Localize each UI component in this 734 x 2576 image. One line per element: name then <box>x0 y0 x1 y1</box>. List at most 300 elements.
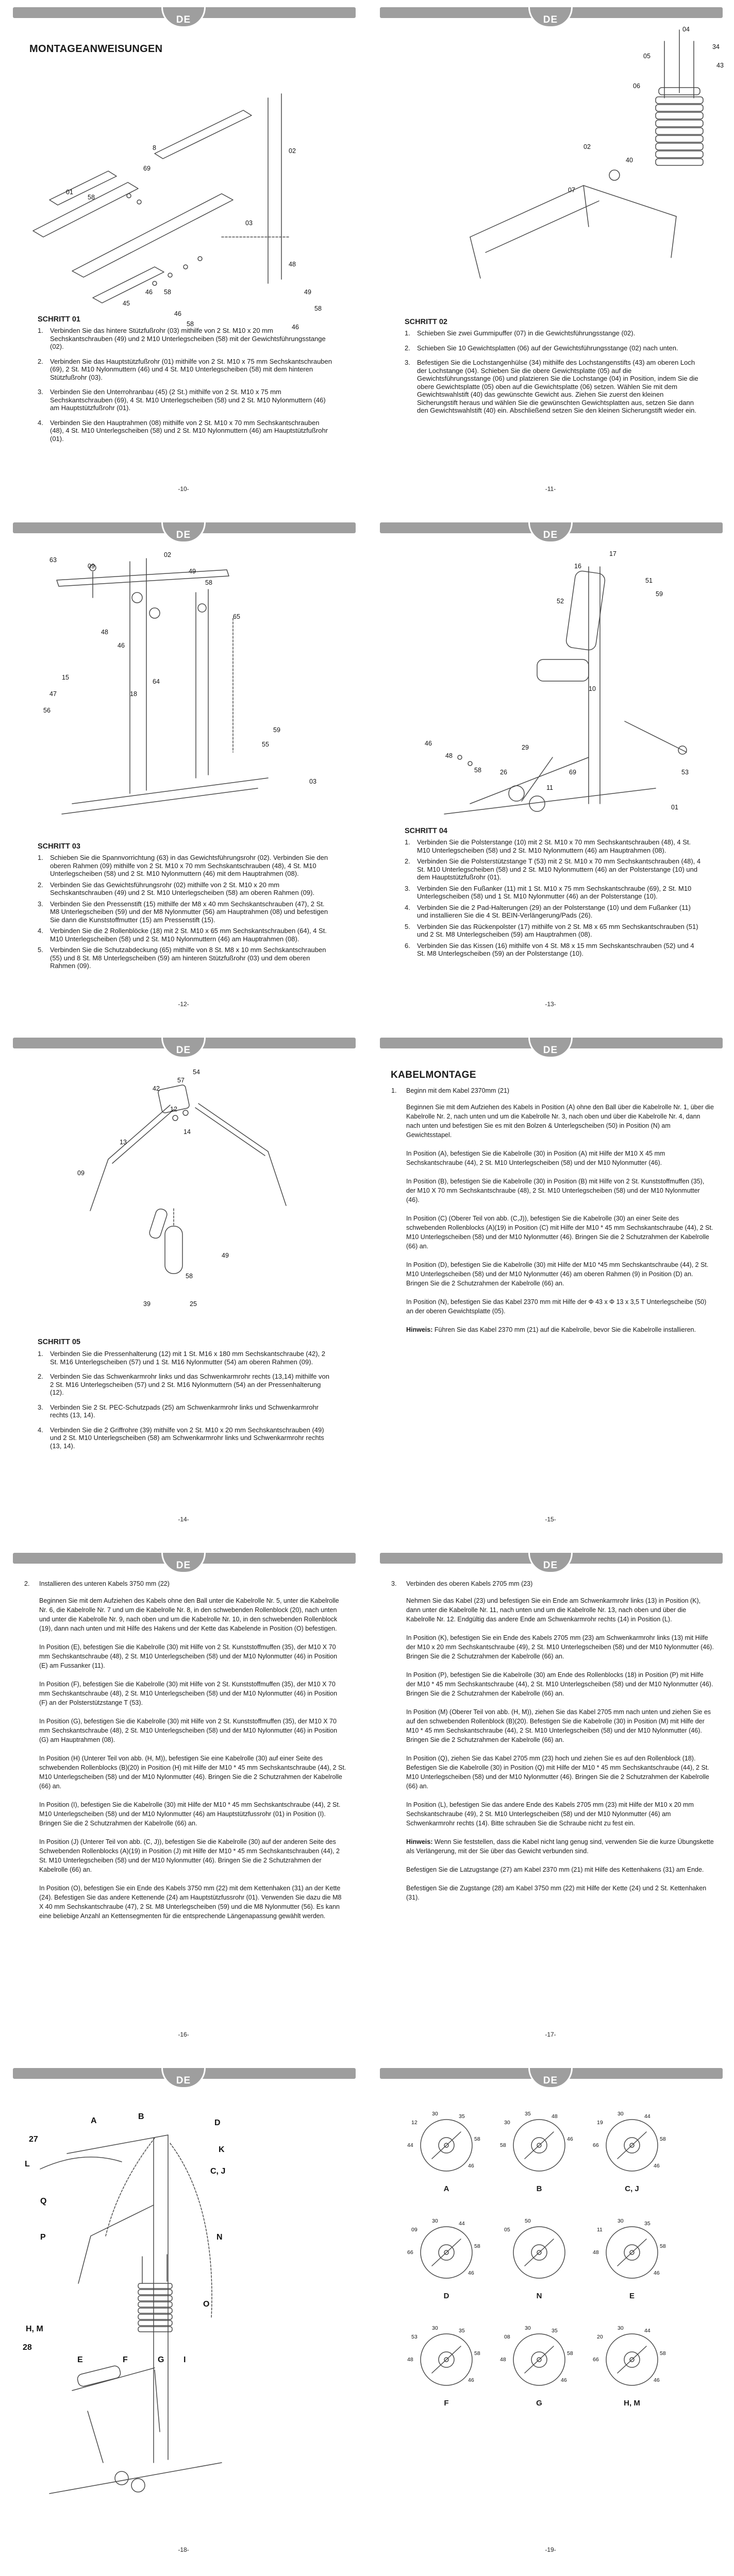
paragraph-text: Wenn Sie feststellen, dass die Kabel nicht lang genug sind, verwenden Sie die kurze Übungskette als Verlängerung, mit der Sie über das Gewicht verbunden sind. <box>406 1838 714 1855</box>
part-callout: 46 <box>468 2163 474 2169</box>
cable-step-lead <box>391 1580 712 1587</box>
item-text: Verbinden Sie 2 St. PEC-Schutzpads (25) am Schwenkarmrohr links und Schwenkarmrohr rechts (13, 14). <box>50 1403 319 1419</box>
instruction-item <box>38 327 335 351</box>
cable-paragraph <box>39 1884 347 1921</box>
language-tab <box>161 2068 206 2089</box>
item-number: 4. <box>38 927 43 935</box>
part-callout: 02 <box>583 143 591 150</box>
cable-paragraphs <box>39 1596 347 1930</box>
position-callout: B <box>138 2112 144 2121</box>
page-title: MONTAGEANWEISUNGEN <box>29 43 163 55</box>
part-callout: 58 <box>187 320 194 328</box>
step-heading: SCHRITT 04 <box>405 827 447 835</box>
position-callout: P <box>40 2233 46 2242</box>
part-callout: 35 <box>552 2328 558 2334</box>
instruction-item <box>38 1372 335 1397</box>
cable-paragraph <box>406 1800 714 1828</box>
part-callout: 49 <box>222 1252 229 1259</box>
item-number: 4. <box>405 903 410 911</box>
item-text: Verbinden Sie das Rückenpolster (17) mithilfe von 2 St. M8 x 65 mm Sechskantschrauben (51) und 2 St. M8 Unterlegscheiben (59) am Hauptrahmen (08). <box>417 922 698 938</box>
pulley-detail <box>493 2215 586 2323</box>
part-callout: 66 <box>407 2249 413 2256</box>
instruction-item <box>38 881 335 897</box>
part-callout: 58 <box>660 2243 666 2249</box>
position-callout: C, J <box>210 2167 226 2176</box>
cable-paragraph <box>406 1103 714 1140</box>
paragraph-text: Beginnen Sie mit dem Aufziehen des Kabels in Position (A) ohne den Ball über die Kabelrolle Nr. 1, über die Kabelrolle Nr. 2, nach unten und um die Kabelrolle Nr. 3, nach oben und über die Kabelrolle Nr. 4, dann nach unten und befestigen Sie es mit den Bolzen & Unterlegscheiben (50) in Position (N) am Gewichtsstapel. <box>406 1104 714 1139</box>
part-callout: 18 <box>130 690 137 698</box>
pulley-detail-drawing <box>605 2333 659 2386</box>
part-callout: 25 <box>190 1300 197 1308</box>
paragraph-text: Befestigen Sie die Zugstange (28) am Kabel 3750 mm (22) mit Hilfe der Kette (24) und 2 St. Kettenhaken (31). <box>406 1885 707 1901</box>
detail-circle <box>407 2111 480 2172</box>
part-callout: 46 <box>292 324 299 331</box>
detail-circle <box>593 2111 666 2172</box>
part-callout: 49 <box>189 568 196 575</box>
cable-paragraphs <box>406 1103 714 1344</box>
part-callouts <box>367 21 734 309</box>
position-callout: N <box>216 2233 223 2242</box>
language-label: DE <box>176 1045 191 1056</box>
item-number: 5. <box>405 922 410 930</box>
assembly-diagram-weight-stack <box>367 21 734 309</box>
part-callout: 29 <box>522 744 529 751</box>
part-callout: 46 <box>468 2377 474 2383</box>
part-callout: 46 <box>174 310 181 317</box>
part-callout: 53 <box>411 2334 418 2340</box>
item-text: Verbinden Sie die 2 Rollenblöcke (18) mit 2 St. M10 x 65 mm Sechskantschrauben (64), 4 St. M10 Unterlegscheiben (58) und 2 St. M10 Nylonmuttern (46) am Hauptrahmen (08). <box>50 927 327 943</box>
pulley-detail-drawing <box>420 2119 473 2172</box>
cable-paragraph <box>406 1325 714 1334</box>
detail-label: E <box>629 2292 635 2300</box>
pulley-detail-drawing <box>512 2226 566 2279</box>
instruction-item <box>38 419 335 443</box>
part-callout: 05 <box>643 53 650 60</box>
part-callout: 46 <box>468 2270 474 2276</box>
page-number: -16- <box>178 2031 189 2038</box>
part-callout: 48 <box>445 752 453 759</box>
pulley-detail-drawing <box>512 2333 566 2386</box>
part-callout: 55 <box>262 741 269 748</box>
part-callout: 48 <box>552 2113 558 2120</box>
cable-paragraph <box>39 1837 347 1874</box>
item-number: 3. <box>405 884 410 892</box>
paragraph-text: In Position (J) (Unterer Teil von abb. (C, J)), befestigen Sie die Kabelrolle (30) auf der anderen Seite des Schwebenden Rollenblocks (A)(19) in Position (J) mit Hilfe der M10 * 45 mm Sechskantschrauben (44), 2 St. M10 Unterlegscheiben (58) und der M10 Nylonmutter (46). Bringen Sie die 2 Schutzrahmen der Kabelrolle (66) an. <box>39 1838 340 1873</box>
part-callout: 30 <box>525 2325 531 2331</box>
part-callout: 09 <box>411 2227 418 2233</box>
position-callout: E <box>77 2355 83 2364</box>
page-15 <box>367 1030 734 1546</box>
paragraph-text: In Position (E), befestigen Sie die Kabelrolle (30) mit Hilfe von 2 St. Kunststoffmuffen (35), der M10 X 70 mm Sechskantschraube (48), 2 St. M10 Unterlegscheiben (58) und der M10 Nylonmutter (46) in Position (E) am Fussanker (11). <box>39 1643 338 1669</box>
pulley-detail <box>493 2323 586 2430</box>
pulley-detail <box>400 2215 493 2323</box>
instruction-item <box>405 838 702 854</box>
cable-paragraph <box>406 1596 714 1624</box>
page-19 <box>367 2061 734 2576</box>
language-label: DE <box>543 2075 558 2086</box>
part-callout: 66 <box>593 2142 599 2148</box>
part-callout: 01 <box>671 804 678 811</box>
instruction-list <box>38 854 335 973</box>
item-number: 3. <box>38 388 43 396</box>
item-text: Verbinden Sie das Gewichtsführungsrohr (02) mithilfe von 2 St. M10 x 20 mm Sechskantschrauben (49) und 2 St. M10 Unterlegscheiben (58) am oberen Rahmen (09). <box>50 880 315 896</box>
item-number: 4. <box>38 418 43 427</box>
position-callout: K <box>219 2145 225 2154</box>
paragraph-text: Führen Sie das Kabel 2370 mm (21) auf die Kabelrolle, bevor Sie die Kabelrolle installieren. <box>434 1326 696 1333</box>
cable-paragraph <box>39 1800 347 1828</box>
cable-paragraph <box>39 1680 347 1707</box>
paragraph-text: In Position (H) (Unterer Teil von abb. (H, M)), befestigen Sie eine Kabelrolle (30) auf einer Seite des schwebenden Rollenblocks (B)(20) in Position (H) mit Hilfe der M10 * 45 mm Sechskantschraube (44), 2 St. M10 Unterlegscheiben (58) und der M10 Nylonmutter (46). Bringen Sie die 2 Schutzrahmen der Kabelrolle (66) an. <box>39 1755 346 1790</box>
instruction-list <box>38 327 335 449</box>
part-callout: 35 <box>459 2328 465 2334</box>
language-tab <box>528 2068 573 2089</box>
cable-step-lead <box>391 1087 712 1094</box>
language-label: DE <box>543 1560 558 1571</box>
language-label: DE <box>176 530 191 540</box>
position-callout: Q <box>40 2197 47 2206</box>
paragraph-lead-in: Hinweis: <box>406 1838 435 1845</box>
cable-paragraph <box>406 1260 714 1288</box>
part-callout: 47 <box>49 690 57 698</box>
part-callout: 35 <box>644 2221 650 2227</box>
cable-paragraph <box>406 1633 714 1661</box>
page-10 <box>0 0 367 515</box>
instruction-list <box>38 1350 335 1456</box>
cable-paragraph <box>406 1670 714 1698</box>
part-callout: 65 <box>233 613 240 620</box>
detail-label: H, M <box>624 2399 640 2408</box>
part-callout: 48 <box>289 261 296 268</box>
paragraph-text: In Position (N), befestigen Sie das Kabel 2370 mm mit Hilfe der Φ 43 x Φ 13 x 3,5 T Unterlegscheibe (50) an der oberen Gewichtsplatte (05). <box>406 1298 707 1315</box>
part-callout: 39 <box>143 1300 151 1308</box>
part-callout: 14 <box>184 1128 191 1136</box>
cable-paragraph <box>39 1642 347 1670</box>
detail-label: A <box>443 2184 449 2193</box>
language-label: DE <box>543 14 558 25</box>
part-callout: 63 <box>49 556 57 564</box>
page-11 <box>367 0 734 515</box>
page-number: -10- <box>178 485 189 493</box>
item-number: 3. <box>38 900 43 908</box>
item-text: Verbinden Sie die Polsterstützstange T (53) mit 2 St. M10 x 70 mm Sechskantschrauben (48), 4 St. M10 Unterlegscheiben (58) und 2 St. M10 Nylonmuttern (46) an der Polsterstange (10) und dem Hauptstützfußrohr (01). <box>417 857 701 881</box>
paragraph-text: In Position (D), befestigen Sie die Kabelrolle (30) mit Hilfe der M10 *45 mm Sechskantschraube (44), 2 St. M10 Unterlegscheiben (58) und der M10 Nylonmutter (46) am oberen Rahmen (9) in Position (D) an. Bringen Sie die 2 Schutzrahmen der Kabelrolle (66) an. <box>406 1261 709 1287</box>
part-callout: 03 <box>245 219 253 227</box>
pulley-detail <box>400 2323 493 2430</box>
position-callouts <box>0 2102 367 2535</box>
item-number: 6. <box>405 941 410 950</box>
part-callout: 52 <box>557 598 564 605</box>
part-callout: 13 <box>120 1139 127 1146</box>
cable-paragraph <box>406 1754 714 1791</box>
part-callout: 46 <box>118 642 125 649</box>
language-label: DE <box>543 530 558 540</box>
language-tab <box>161 1038 206 1058</box>
pulley-detail-grid <box>400 2108 678 2430</box>
part-callout: 48 <box>407 2357 413 2363</box>
instruction-item <box>405 942 702 958</box>
part-callout: 58 <box>500 2142 506 2148</box>
item-text: Verbinden Sie den Pressenstift (15) mithilfe der M8 x 40 mm Sechskantschrauben (47), 2 St. M8 Unterlegscheiben (59) und der M8 Nylonmutter (56) am Hauptrahmen (08) und befestigen Sie dann die Kunststoffmutter (15) am Pressenstift (15). <box>50 900 328 924</box>
instruction-item <box>38 946 335 970</box>
paragraph-text: In Position (M) (Oberer Teil von abb. (H, M)), ziehen Sie das Kabel 2705 mm nach unten und ziehen Sie es auf den schwebenden Rollenblock (B)(20). Befestigen Sie die Kabelrolle (30) in Position (M) mit Hilfe der M10 * 45 mm Sechskantschraube (44), 2 St. M10 Unterlegscheiben (58) und der M10 Nylonmutter (46). Bringen Sie die 2 Schutzrahmen der Kabelrolle (66) an. <box>406 1708 711 1743</box>
instruction-item <box>405 359 702 415</box>
pulley-detail-drawing <box>605 2119 659 2172</box>
part-callout: 46 <box>567 2136 573 2142</box>
cable-paragraph <box>406 1177 714 1205</box>
cable-paragraph <box>39 1754 347 1791</box>
cable-paragraph <box>406 1707 714 1744</box>
lead-number: 2. <box>24 1580 30 1587</box>
part-callout: 8 <box>153 144 156 151</box>
item-number: 3. <box>38 1403 43 1411</box>
cable-paragraph <box>406 1865 714 1874</box>
page-number: -18- <box>178 2546 189 2553</box>
lead-text: Verbinden des oberen Kabels 2705 mm (23) <box>406 1580 533 1587</box>
page-16 <box>0 1546 367 2061</box>
language-label: DE <box>176 1560 191 1571</box>
part-callout: 53 <box>681 769 689 776</box>
paragraph-lead-in: Hinweis: <box>406 1326 435 1333</box>
lead-number: 1. <box>391 1087 397 1094</box>
detail-label: D <box>443 2292 449 2300</box>
page-12 <box>0 515 367 1030</box>
position-callout: G <box>158 2355 164 2364</box>
paragraph-text: In Position (G), befestigen Sie die Kabelrolle (30) mit Hilfe von 2 St. Kunststoffmuffen (35), der M10 X 70 mm Sechskantschraube (48), 2 St. M10 Unterlegscheiben (58) und der M10 Nylonmutter (46) in Position (G) am Hauptrahmen (08). <box>39 1718 338 1743</box>
part-callout: 09 <box>77 1170 85 1177</box>
paragraph-text: Nehmen Sie das Kabel (23) und befestigen Sie ein Ende am Schwenkarmrohr links (13) in Position (K), dann unter die Kabelrolle Nr. 11, nach unten und um die Kabelrolle Nr. 13, nach oben und über die Kabelrolle Nr. 12. Endgültig das andere Ende am Schwenkarmrohr rechts (14) in Position (L). <box>406 1597 701 1623</box>
detail-label: N <box>536 2292 542 2300</box>
part-callout: 16 <box>574 563 581 570</box>
part-callout: 58 <box>164 289 171 296</box>
part-callout: 44 <box>644 2113 650 2120</box>
part-callout: 34 <box>712 43 720 50</box>
instruction-item <box>405 857 702 882</box>
item-number: 2. <box>38 1372 43 1380</box>
part-callout: 44 <box>644 2328 650 2334</box>
item-number: 2. <box>38 880 43 889</box>
part-callout: 30 <box>432 2218 438 2224</box>
part-callouts <box>367 536 734 819</box>
part-callout: 48 <box>593 2249 599 2256</box>
page-14 <box>0 1030 367 1546</box>
paragraph-text: In Position (Q), ziehen Sie das Kabel 2705 mm (23) hoch und ziehen Sie es auf den Rollenblock (18). Befestigen Sie die Kabelrolle (30) in Position (Q) mit Hilfe der M10 * 45 mm Sechskantschraube (44), 2 St. M10 Unterlegscheiben (58) und der M10 Nylonmutter (46). Bringen Sie die 2 Schutzrahmen der Kabelrolle (66) an. <box>406 1755 709 1790</box>
page-number: -19- <box>545 2546 556 2553</box>
cable-paragraphs <box>406 1596 714 1911</box>
part-callout: 09 <box>88 563 95 570</box>
paragraph-text: In Position (L), befestigen Sie das andere Ende des Kabels 2705 mm (23) mit Hilfe der M10 x 20 mm Sechskantschraube (49), 2 St. M10 Unterlegscheiben (58) und der M10 Nylonmutter (46) am Schwenkarmrohr rechts (14). Bitte schrauben Sie die Schraube nicht zu fest ein. <box>406 1801 694 1827</box>
detail-label: F <box>444 2399 449 2408</box>
item-text: Verbinden Sie die 2 Pad-Halterungen (29) an der Polsterstange (10) und dem Fußanker (11) und installieren Sie die 4 St. BEIN-Verlängerung/Pads (26). <box>417 903 691 919</box>
language-label: DE <box>176 14 191 25</box>
lead-text: Beginn mit dem Kabel 2370mm (21) <box>406 1087 510 1094</box>
item-text: Befestigen Sie die Lochstangenhülse (34) mithilfe des Lochstangenstifts (43) am oberen Loch der Lochstange (04). Schieben Sie die obere Gewichtsplatte (05) auf die Gewichtsführungsstange (06) und platzieren Sie die Lochstange (04) in Position, indem Sie die obere Gewichtsplatte (05) oben auf die Gewichtsplatte (06) setzen. Wählen Sie mit dem Gewichtswahlstift (40) das gewünschte Gewicht aus. Ziehen Sie zuerst den kleinen Sicherungstift heraus und wählen Sie die gewünschten Gewichtsplatten aus, setzen Sie dann den Gewichtswahlstift (40) ein. Abschließend setzen Sie den kleinen Sicherungstift wieder ein. <box>417 359 698 414</box>
part-callout: 10 <box>589 685 596 692</box>
instruction-item <box>38 854 335 878</box>
part-callouts <box>0 536 367 835</box>
language-tab <box>528 1038 573 1058</box>
paragraph-text: Befestigen Sie die Latzugstange (27) am Kabel 2370 mm (21) mit Hilfe des Kettenhakens (31) am Ende. <box>406 1866 704 1873</box>
part-callout: 30 <box>432 2325 438 2331</box>
page-13 <box>367 515 734 1030</box>
part-callout: 48 <box>101 629 108 636</box>
position-callout: H, M <box>26 2325 43 2333</box>
item-number: 4. <box>38 1426 43 1434</box>
instruction-item <box>38 927 335 943</box>
cable-routing-overview-diagram <box>0 2102 367 2535</box>
section-heading: KABELMONTAGE <box>391 1070 476 1080</box>
part-callout: 48 <box>500 2357 506 2363</box>
step-heading: SCHRITT 05 <box>38 1338 80 1346</box>
page-number: -14- <box>178 1516 189 1523</box>
item-text: Verbinden Sie das Schwenkarmrohr links und das Schwenkarmrohr rechts (13,14) mithilfe von 2 St. M16 Unterlegscheiben (57) und 2 St. M16 Nylonmuttern (54) an der Pressenhalterung (12). <box>50 1372 329 1396</box>
part-callout: 59 <box>273 726 280 734</box>
instruction-item <box>38 1350 335 1366</box>
cable-paragraph <box>406 1214 714 1251</box>
lead-text: Installieren des unteren Kabels 3750 mm (22) <box>39 1580 170 1587</box>
part-callout: 30 <box>618 2218 624 2224</box>
part-callout: 02 <box>289 147 296 155</box>
detail-circle <box>407 2325 480 2386</box>
part-callout: 12 <box>170 1106 177 1113</box>
detail-label: G <box>536 2399 542 2408</box>
part-callout: 49 <box>304 289 311 296</box>
part-callout: 56 <box>43 707 51 714</box>
page-number: -15- <box>545 1516 556 1523</box>
part-callout: 03 <box>309 778 316 785</box>
part-callout: 43 <box>716 62 724 69</box>
position-callout: O <box>203 2300 210 2309</box>
item-text: Verbinden Sie den Unterrohranbau (45) (2 St.) mithilfe von 2 St. M10 x 75 mm Sechskantschrauben (69), 4 St. M10 Unterlegscheiben (58) und 2 St. M10 Nylonmuttern (46) am Hauptstützfußrohr (01). <box>50 388 326 412</box>
part-callout: 46 <box>561 2377 567 2383</box>
language-tab <box>161 7 206 28</box>
part-callout: 58 <box>567 2350 573 2357</box>
position-callout: L <box>25 2160 30 2168</box>
page-number: -11- <box>545 485 556 493</box>
cable-paragraph <box>406 1837 714 1856</box>
item-text: Verbinden Sie die 2 Griffrohre (39) mithilfe von 2 St. M10 x 20 mm Sechskantschrauben (49) und 2 St. M10 Unterlegscheiben (58) am Schwenkarmrohr links und Schwenkarmrohr rechts (13, 14). <box>50 1426 324 1450</box>
part-callout: 58 <box>474 2243 480 2249</box>
paragraph-text: In Position (F), befestigen Sie die Kabelrolle (30) mit Hilfe von 2 St. Kunststoffmuffen (35), der M10 X 70 mm Sechskantschraube (48), 2 St. M10 Unterlegscheiben (58) und der M10 Nylonmutter (46) in Position (F) an der Polsterstützstange T (53). <box>39 1681 338 1706</box>
item-text: Schieben Sie zwei Gummipuffer (07) in die Gewichtsführungsstange (02). <box>417 329 636 337</box>
position-callout: 28 <box>23 2343 32 2352</box>
position-callout: A <box>91 2116 97 2125</box>
part-callout: 19 <box>597 2120 603 2126</box>
instruction-item <box>405 904 702 920</box>
part-callout: 51 <box>645 577 653 584</box>
cable-step-lead <box>24 1580 345 1587</box>
page-number: -13- <box>545 1001 556 1008</box>
paragraph-text: In Position (C) (Oberer Teil von abb. (C,J)), befestigen Sie die Kabelrolle (30) an einer Seite des schwebenden Rollenblocks (A)(19) in Position (C) mit Hilfe der M10 * 45 mm Sechskantschraube (44), 2 St. M10 Unterlegscheiben (58) und der M10 Nylonmutter (46). Bringen Sie die 2 Schutzrahmen der Kabelrolle (66) an. <box>406 1215 713 1250</box>
part-callout: 07 <box>568 187 575 194</box>
part-callout: 66 <box>593 2357 599 2363</box>
part-callout: 64 <box>153 678 160 685</box>
part-callout: 35 <box>525 2111 531 2117</box>
instruction-list <box>405 838 702 961</box>
item-text: Verbinden Sie das hintere Stützfußrohr (03) mithilfe von 2 St. M10 x 20 mm Sechskantschrauben (49) und 2 M10 Unterlegscheiben (58) mit der Gewichtsführungsstange (02). <box>50 327 326 350</box>
detail-circle <box>407 2218 480 2279</box>
part-callout: 54 <box>193 1069 200 1076</box>
part-callout: 30 <box>504 2120 510 2126</box>
item-text: Verbinden Sie die Polsterstange (10) mit 2 St. M10 x 70 mm Sechskantschrauben (48), 4 St. M10 Unterlegscheiben (58) und 2 St. M10 Nylonmuttern (46) am Hauptrahmen (08). <box>417 838 691 854</box>
item-number: 1. <box>38 327 43 334</box>
pulley-detail <box>493 2108 586 2215</box>
part-callout: 69 <box>569 769 576 776</box>
item-text: Verbinden Sie den Fußanker (11) mit 1 St. M10 x 75 mm Sechskantschraube (69), 2 St. M10 Unterlegscheiben (58) und 1 St. M10 Nylonmutter (46) an der Polsterstange (10). <box>417 884 692 900</box>
step-heading: SCHRITT 01 <box>38 315 80 324</box>
part-callout: 58 <box>660 2350 666 2357</box>
pulley-detail-drawing <box>420 2226 473 2279</box>
assembly-diagram-upper-frame <box>0 536 367 835</box>
pulley-detail <box>400 2108 493 2215</box>
step-heading: SCHRITT 03 <box>38 842 80 851</box>
part-callout: 57 <box>177 1077 185 1084</box>
item-number: 2. <box>405 344 410 352</box>
page-18 <box>0 2061 367 2576</box>
part-callout: 05 <box>504 2227 510 2233</box>
language-tab <box>161 1553 206 1573</box>
paragraph-text: In Position (B), befestigen Sie die Kabelrolle (30) in Position (B) mit Hilfe von 2 St. Kunststoffmuffen (35), der M10 X 70 mm Sechskantschraube (48), 2 St. M10 Unterlegscheiben (58) und der M10 Nylonmutter (46). <box>406 1178 705 1204</box>
pulley-detail <box>586 2323 678 2430</box>
instruction-item <box>38 1403 335 1419</box>
language-label: DE <box>543 1045 558 1056</box>
instruction-list <box>405 329 702 421</box>
part-callout: 12 <box>411 2120 418 2126</box>
part-callout: 30 <box>618 2325 624 2331</box>
part-callout: 30 <box>432 2111 438 2117</box>
part-callout: 58 <box>660 2136 666 2142</box>
pulley-detail-drawing <box>512 2119 566 2172</box>
instruction-item <box>405 329 702 337</box>
instruction-item <box>38 358 335 382</box>
part-callout: 35 <box>459 2113 465 2120</box>
part-callout: 42 <box>153 1085 160 1092</box>
step-heading: SCHRITT 02 <box>405 318 447 326</box>
cable-paragraph <box>406 1149 714 1167</box>
detail-circle <box>593 2218 666 2279</box>
paragraph-text: In Position (O), befestigen Sie ein Ende des Kabels 3750 mm (22) mit dem Kettenhaken (31) an der Kette (24). Befestigen Sie das andere Kettenende (24) am Hauptstützfussrohr (01). Verwenden Sie dazu die M8 X 40 mm Sechskantschraube (47), 2 St. M8 Unterlegscheiben (59) und die M8 Nylonmutter (56). Es kann eine beliebige Anzahl an Kettensegmenten für die entsprechende Längenapassung gewählt werden. <box>39 1885 342 1920</box>
assembly-diagram-press-arm <box>0 1056 367 1329</box>
part-callout: 46 <box>654 2270 660 2276</box>
lead-number: 3. <box>391 1580 397 1587</box>
position-callout: 27 <box>29 2135 38 2144</box>
part-callout: 58 <box>186 1273 193 1280</box>
part-callout: 46 <box>145 289 153 296</box>
part-callout: 01 <box>66 189 73 196</box>
part-callout: 17 <box>609 550 616 557</box>
part-callout: 58 <box>314 305 322 312</box>
item-number: 1. <box>38 854 43 861</box>
item-number: 2. <box>405 857 410 865</box>
paragraph-text: In Position (K), befestigen Sie ein Ende des Kabels 2705 mm (23) am Schwenkarmrohr links (13) mit Hilfe der M10 x 20 mm Sechskantschraube (49), 2 St. M10 Unterlegscheiben (58) und der M10 Nylonmutter (46). Bringen Sie die 2 Schutzrahmen der Kabelrolle (66) an. <box>406 1634 714 1660</box>
position-callout: F <box>123 2355 128 2364</box>
item-number: 2. <box>38 357 43 365</box>
part-callout: 08 <box>504 2334 510 2340</box>
cable-paragraph <box>406 1884 714 1902</box>
detail-circle <box>593 2325 666 2386</box>
detail-label: C, J <box>625 2184 639 2193</box>
part-callout: 58 <box>474 2136 480 2142</box>
detail-circle <box>500 2111 573 2172</box>
instruction-item <box>38 900 335 924</box>
paragraph-text: Beginnen Sie mit dem Aufziehen des Kabels ohne den Ball unter die Kabelrolle Nr. 5, unter die Kabelrolle Nr. 6, die Kabelrolle Nr. 7 und um die Kabelrolle Nr. 8, in den schwebenden Rollenblock (20), nach unten und unter die Kabelrolle Nr. 9, nach oben und um die Kabelrolle Nr. 10, in den schwebenden Rollenblock (19), dann nach unten und mit Hilfe des Hakens und der Kette das Kabelende in Position (O) befestigen. <box>39 1597 339 1632</box>
part-callout: 69 <box>143 165 151 172</box>
position-callout: D <box>214 2119 221 2127</box>
item-text: Verbinden Sie die Pressenhalterung (12) mit 1 St. M16 x 180 mm Sechskantschraube (42), 2 St. M16 Unterlegscheiben (57) und 1 St. M16 Nylonmutter (54) am oberen Rahmen (09). <box>50 1350 326 1366</box>
part-callout: 30 <box>618 2111 624 2117</box>
part-callout: 40 <box>626 157 633 164</box>
instruction-item <box>38 388 335 412</box>
item-number: 1. <box>38 1350 43 1358</box>
